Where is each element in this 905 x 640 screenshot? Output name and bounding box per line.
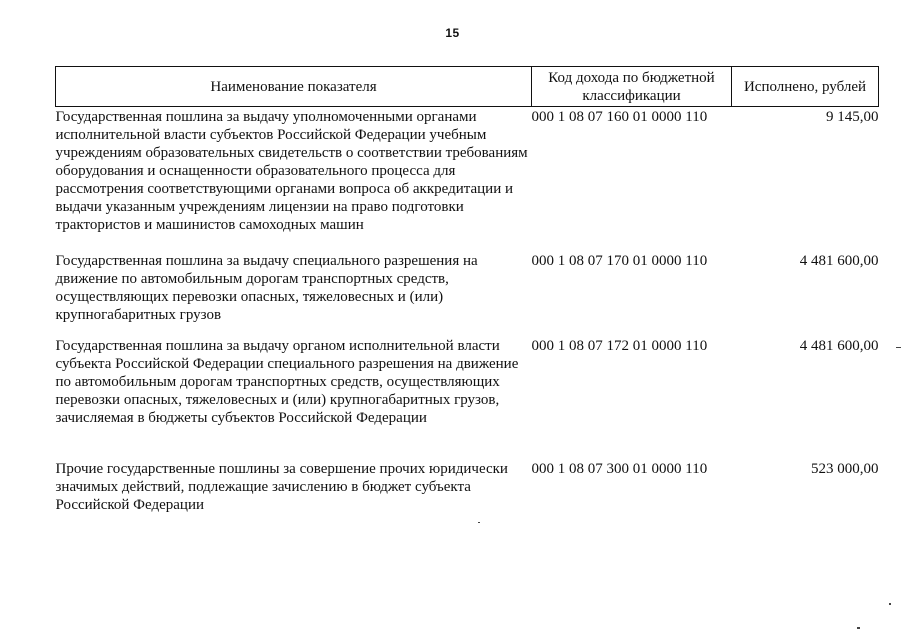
indicator-name: Государственная пошлина за выдачу уполномоченными органами исполнительной власти субъектов Российской Федерации учебным учреждениям образовательных свидетельств о соответствии требованиям оборудования и оснащенности образовательного процесса для рассмотрения соответствующими органами вопроса об аккредитации и выдачи указанным учреждениям лицензии на право подготовки трактористов и машинистов самоходных машин bbox=[55, 109, 528, 233]
page-number: 15 bbox=[445, 26, 460, 40]
scan-speck bbox=[889, 603, 891, 605]
table-row bbox=[56, 337, 879, 460]
scan-speck bbox=[857, 627, 860, 629]
header-indicator-name: Наименование показателя bbox=[56, 67, 532, 107]
indicator-name: Государственная пошлина за выдачу специального разрешения на движение по автомобильным дорогам транспортных средств, осуществляющих перевозки опасных, тяжеловесных и (или) крупногабаритных грузов bbox=[55, 253, 478, 323]
revenue-code: 000 1 08 07 300 01 0000 110 bbox=[531, 461, 708, 477]
revenue-table bbox=[55, 66, 879, 520]
table-row bbox=[56, 460, 879, 520]
indicator-name: Государственная пошлина за выдачу органом исполнительной власти субъекта Российской Федерации специального разрешения на движение по автомобильным дорогам транспортных средств, осуществляющих перевозки опасных, тяжеловесных и (или) крупногабаритных грузов, зачисляемая в бюджеты субъектов Российской Федерации bbox=[55, 338, 519, 426]
indicator-name: Прочие государственные пошлины за совершение прочих юридически значимых действий, подлежащие зачислению в бюджет субъекта Российской Федерации bbox=[55, 461, 508, 513]
header-revenue-code: Код дохода по бюджетной классификации bbox=[532, 67, 732, 107]
revenue-code: 000 1 08 07 172 01 0000 110 bbox=[531, 338, 708, 354]
executed-amount: 9 145,00 bbox=[826, 109, 879, 125]
executed-amount: 4 481 600,00 bbox=[799, 338, 879, 354]
executed-amount: 523 000,00 bbox=[811, 461, 879, 477]
table-row bbox=[56, 107, 879, 253]
scan-speck bbox=[896, 347, 901, 348]
table-header-row bbox=[56, 67, 879, 107]
revenue-code: 000 1 08 07 170 01 0000 110 bbox=[531, 253, 708, 269]
header-executed-amount: Исполнено, рублей bbox=[732, 67, 879, 107]
table-row bbox=[56, 252, 879, 337]
revenue-code: 000 1 08 07 160 01 0000 110 bbox=[531, 109, 708, 125]
executed-amount: 4 481 600,00 bbox=[799, 253, 879, 269]
scan-speck bbox=[478, 522, 480, 523]
